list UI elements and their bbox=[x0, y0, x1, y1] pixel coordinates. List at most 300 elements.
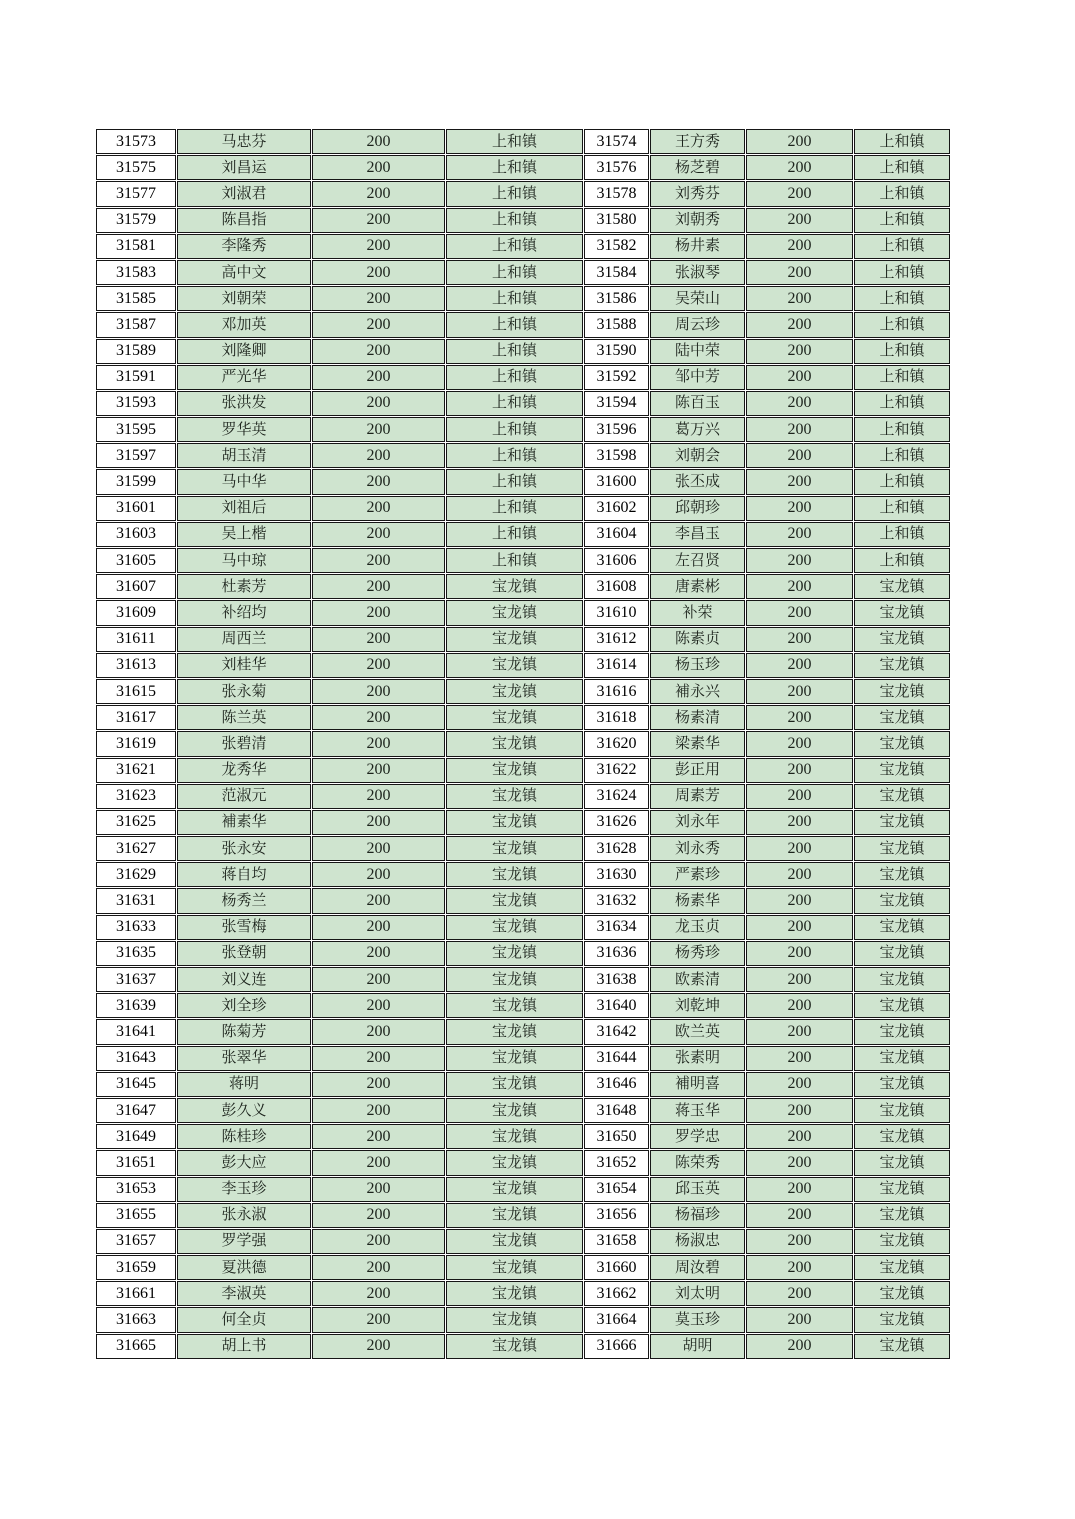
town-cell: 宝龙镇 bbox=[446, 1203, 583, 1228]
id-cell: 31614 bbox=[584, 653, 649, 678]
town-cell: 宝龙镇 bbox=[446, 731, 583, 756]
town-cell: 宝龙镇 bbox=[854, 1046, 950, 1071]
amount-cell: 200 bbox=[312, 1203, 445, 1228]
table-row bbox=[96, 1307, 950, 1332]
table-row bbox=[96, 234, 950, 259]
id-cell: 31630 bbox=[584, 862, 649, 887]
town-cell: 上和镇 bbox=[854, 391, 950, 416]
name-cell: 张翠华 bbox=[177, 1046, 311, 1071]
name-cell: 陈荣秀 bbox=[650, 1150, 745, 1175]
amount-cell: 200 bbox=[746, 731, 853, 756]
table-row bbox=[96, 993, 950, 1018]
id-cell: 31653 bbox=[96, 1177, 176, 1202]
name-cell: 龙玉贞 bbox=[650, 915, 745, 940]
amount-cell: 200 bbox=[746, 627, 853, 652]
id-cell: 31626 bbox=[584, 810, 649, 835]
amount-cell: 200 bbox=[746, 888, 853, 913]
amount-cell: 200 bbox=[312, 679, 445, 704]
town-cell: 宝龙镇 bbox=[854, 1334, 950, 1359]
name-cell: 补荣 bbox=[650, 600, 745, 625]
id-cell: 31662 bbox=[584, 1281, 649, 1306]
id-cell: 31577 bbox=[96, 181, 176, 206]
id-cell: 31573 bbox=[96, 129, 176, 154]
town-cell: 宝龙镇 bbox=[446, 941, 583, 966]
table-row bbox=[96, 679, 950, 704]
amount-cell: 200 bbox=[746, 129, 853, 154]
name-cell: 杨素清 bbox=[650, 705, 745, 730]
amount-cell: 200 bbox=[746, 443, 853, 468]
id-cell: 31646 bbox=[584, 1072, 649, 1097]
table-row bbox=[96, 888, 950, 913]
town-cell: 上和镇 bbox=[446, 548, 583, 573]
table-row bbox=[96, 784, 950, 809]
town-cell: 宝龙镇 bbox=[854, 862, 950, 887]
amount-cell: 200 bbox=[312, 1177, 445, 1202]
amount-cell: 200 bbox=[312, 1334, 445, 1359]
id-cell: 31634 bbox=[584, 915, 649, 940]
table-row bbox=[96, 705, 950, 730]
name-cell: 张雪梅 bbox=[177, 915, 311, 940]
id-cell: 31650 bbox=[584, 1124, 649, 1149]
id-cell: 31600 bbox=[584, 469, 649, 494]
id-cell: 31659 bbox=[96, 1255, 176, 1280]
amount-cell: 200 bbox=[746, 286, 853, 311]
id-cell: 31576 bbox=[584, 155, 649, 180]
id-cell: 31578 bbox=[584, 181, 649, 206]
table-row bbox=[96, 1255, 950, 1280]
town-cell: 宝龙镇 bbox=[854, 1255, 950, 1280]
town-cell: 上和镇 bbox=[446, 365, 583, 390]
town-cell: 上和镇 bbox=[446, 339, 583, 364]
id-cell: 31604 bbox=[584, 522, 649, 547]
name-cell: 刘义连 bbox=[177, 967, 311, 992]
town-cell: 宝龙镇 bbox=[854, 1177, 950, 1202]
id-cell: 31619 bbox=[96, 731, 176, 756]
name-cell: 龙秀华 bbox=[177, 758, 311, 783]
amount-cell: 200 bbox=[746, 1229, 853, 1254]
id-cell: 31649 bbox=[96, 1124, 176, 1149]
table-row bbox=[96, 548, 950, 573]
amount-cell: 200 bbox=[746, 1124, 853, 1149]
id-cell: 31660 bbox=[584, 1255, 649, 1280]
name-cell: 马中琼 bbox=[177, 548, 311, 573]
name-cell: 范淑元 bbox=[177, 784, 311, 809]
name-cell: 邱朝珍 bbox=[650, 496, 745, 521]
table-row bbox=[96, 1281, 950, 1306]
name-cell: 杨秀珍 bbox=[650, 941, 745, 966]
name-cell: 彭大应 bbox=[177, 1150, 311, 1175]
name-cell: 左召贤 bbox=[650, 548, 745, 573]
amount-cell: 200 bbox=[746, 1307, 853, 1332]
id-cell: 31618 bbox=[584, 705, 649, 730]
id-cell: 31627 bbox=[96, 836, 176, 861]
town-cell: 宝龙镇 bbox=[446, 1019, 583, 1044]
town-cell: 宝龙镇 bbox=[446, 1177, 583, 1202]
id-cell: 31610 bbox=[584, 600, 649, 625]
id-cell: 31613 bbox=[96, 653, 176, 678]
amount-cell: 200 bbox=[312, 339, 445, 364]
town-cell: 上和镇 bbox=[854, 181, 950, 206]
id-cell: 31589 bbox=[96, 339, 176, 364]
name-cell: 李玉珍 bbox=[177, 1177, 311, 1202]
town-cell: 宝龙镇 bbox=[854, 731, 950, 756]
id-cell: 31608 bbox=[584, 574, 649, 599]
town-cell: 宝龙镇 bbox=[446, 836, 583, 861]
name-cell: 张永安 bbox=[177, 836, 311, 861]
town-cell: 宝龙镇 bbox=[446, 862, 583, 887]
id-cell: 31645 bbox=[96, 1072, 176, 1097]
town-cell: 上和镇 bbox=[854, 469, 950, 494]
amount-cell: 200 bbox=[312, 731, 445, 756]
id-cell: 31654 bbox=[584, 1177, 649, 1202]
amount-cell: 200 bbox=[312, 155, 445, 180]
id-cell: 31575 bbox=[96, 155, 176, 180]
id-cell: 31587 bbox=[96, 312, 176, 337]
name-cell: 唐素彬 bbox=[650, 574, 745, 599]
name-cell: 李隆秀 bbox=[177, 234, 311, 259]
name-cell: 杨井素 bbox=[650, 234, 745, 259]
name-cell: 刘永秀 bbox=[650, 836, 745, 861]
town-cell: 上和镇 bbox=[854, 496, 950, 521]
table-row bbox=[96, 941, 950, 966]
table-row bbox=[96, 286, 950, 311]
amount-cell: 200 bbox=[746, 1098, 853, 1123]
name-cell: 蒋玉华 bbox=[650, 1098, 745, 1123]
amount-cell: 200 bbox=[746, 862, 853, 887]
town-cell: 上和镇 bbox=[446, 286, 583, 311]
name-cell: 刘全珍 bbox=[177, 993, 311, 1018]
town-cell: 宝龙镇 bbox=[854, 810, 950, 835]
town-cell: 宝龙镇 bbox=[854, 1203, 950, 1228]
town-cell: 宝龙镇 bbox=[446, 888, 583, 913]
id-cell: 31651 bbox=[96, 1150, 176, 1175]
id-cell: 31666 bbox=[584, 1334, 649, 1359]
table-row bbox=[96, 627, 950, 652]
name-cell: 周素芳 bbox=[650, 784, 745, 809]
name-cell: 邓加英 bbox=[177, 312, 311, 337]
name-cell: 彭久义 bbox=[177, 1098, 311, 1123]
name-cell: 陈菊芳 bbox=[177, 1019, 311, 1044]
name-cell: 马忠芬 bbox=[177, 129, 311, 154]
name-cell: 李淑英 bbox=[177, 1281, 311, 1306]
amount-cell: 200 bbox=[312, 181, 445, 206]
table-row bbox=[96, 836, 950, 861]
amount-cell: 200 bbox=[746, 312, 853, 337]
amount-cell: 200 bbox=[312, 784, 445, 809]
roster-sheet bbox=[95, 128, 951, 1360]
name-cell: 严光华 bbox=[177, 365, 311, 390]
id-cell: 31611 bbox=[96, 627, 176, 652]
amount-cell: 200 bbox=[746, 1177, 853, 1202]
table-row bbox=[96, 208, 950, 233]
id-cell: 31612 bbox=[584, 627, 649, 652]
id-cell: 31580 bbox=[584, 208, 649, 233]
amount-cell: 200 bbox=[312, 1229, 445, 1254]
name-cell: 高中文 bbox=[177, 260, 311, 285]
town-cell: 宝龙镇 bbox=[854, 941, 950, 966]
town-cell: 上和镇 bbox=[854, 417, 950, 442]
town-cell: 宝龙镇 bbox=[854, 1072, 950, 1097]
name-cell: 刘朝秀 bbox=[650, 208, 745, 233]
table-row bbox=[96, 1019, 950, 1044]
id-cell: 31623 bbox=[96, 784, 176, 809]
name-cell: 胡明 bbox=[650, 1334, 745, 1359]
table-row bbox=[96, 1203, 950, 1228]
id-cell: 31603 bbox=[96, 522, 176, 547]
town-cell: 宝龙镇 bbox=[446, 627, 583, 652]
town-cell: 宝龙镇 bbox=[446, 993, 583, 1018]
table-row bbox=[96, 758, 950, 783]
name-cell: 张永淑 bbox=[177, 1203, 311, 1228]
amount-cell: 200 bbox=[746, 365, 853, 390]
name-cell: 胡上书 bbox=[177, 1334, 311, 1359]
town-cell: 上和镇 bbox=[854, 286, 950, 311]
table-row bbox=[96, 810, 950, 835]
id-cell: 31584 bbox=[584, 260, 649, 285]
name-cell: 陈兰英 bbox=[177, 705, 311, 730]
table-row bbox=[96, 391, 950, 416]
name-cell: 刘桂华 bbox=[177, 653, 311, 678]
town-cell: 上和镇 bbox=[446, 469, 583, 494]
town-cell: 宝龙镇 bbox=[446, 1124, 583, 1149]
id-cell: 31593 bbox=[96, 391, 176, 416]
town-cell: 宝龙镇 bbox=[446, 1334, 583, 1359]
name-cell: 葛万兴 bbox=[650, 417, 745, 442]
table-row bbox=[96, 469, 950, 494]
amount-cell: 200 bbox=[312, 496, 445, 521]
town-cell: 上和镇 bbox=[854, 339, 950, 364]
id-cell: 31629 bbox=[96, 862, 176, 887]
town-cell: 上和镇 bbox=[446, 260, 583, 285]
town-cell: 宝龙镇 bbox=[854, 993, 950, 1018]
table-row bbox=[96, 496, 950, 521]
town-cell: 上和镇 bbox=[446, 155, 583, 180]
id-cell: 31592 bbox=[584, 365, 649, 390]
town-cell: 宝龙镇 bbox=[446, 679, 583, 704]
id-cell: 31665 bbox=[96, 1334, 176, 1359]
amount-cell: 200 bbox=[746, 339, 853, 364]
amount-cell: 200 bbox=[312, 915, 445, 940]
table-row bbox=[96, 1229, 950, 1254]
amount-cell: 200 bbox=[746, 548, 853, 573]
id-cell: 31596 bbox=[584, 417, 649, 442]
name-cell: 张素明 bbox=[650, 1046, 745, 1071]
town-cell: 上和镇 bbox=[854, 208, 950, 233]
amount-cell: 200 bbox=[312, 417, 445, 442]
town-cell: 上和镇 bbox=[446, 312, 583, 337]
table-row bbox=[96, 862, 950, 887]
town-cell: 宝龙镇 bbox=[854, 653, 950, 678]
table-row bbox=[96, 417, 950, 442]
amount-cell: 200 bbox=[312, 260, 445, 285]
name-cell: 夏洪德 bbox=[177, 1255, 311, 1280]
amount-cell: 200 bbox=[312, 1046, 445, 1071]
id-cell: 31617 bbox=[96, 705, 176, 730]
name-cell: 陈昌指 bbox=[177, 208, 311, 233]
name-cell: 杨玉珍 bbox=[650, 653, 745, 678]
table-row bbox=[96, 155, 950, 180]
amount-cell: 200 bbox=[312, 1281, 445, 1306]
id-cell: 31602 bbox=[584, 496, 649, 521]
name-cell: 刘淑君 bbox=[177, 181, 311, 206]
name-cell: 刘隆卿 bbox=[177, 339, 311, 364]
amount-cell: 200 bbox=[746, 260, 853, 285]
table-row bbox=[96, 653, 950, 678]
amount-cell: 200 bbox=[746, 784, 853, 809]
town-cell: 宝龙镇 bbox=[446, 1307, 583, 1332]
id-cell: 31624 bbox=[584, 784, 649, 809]
id-cell: 31620 bbox=[584, 731, 649, 756]
name-cell: 罗学忠 bbox=[650, 1124, 745, 1149]
amount-cell: 200 bbox=[746, 522, 853, 547]
amount-cell: 200 bbox=[312, 469, 445, 494]
amount-cell: 200 bbox=[746, 1203, 853, 1228]
amount-cell: 200 bbox=[312, 653, 445, 678]
name-cell: 邱玉英 bbox=[650, 1177, 745, 1202]
name-cell: 张永菊 bbox=[177, 679, 311, 704]
amount-cell: 200 bbox=[746, 1019, 853, 1044]
town-cell: 宝龙镇 bbox=[854, 836, 950, 861]
id-cell: 31598 bbox=[584, 443, 649, 468]
name-cell: 杨福珍 bbox=[650, 1203, 745, 1228]
town-cell: 宝龙镇 bbox=[854, 1281, 950, 1306]
id-cell: 31621 bbox=[96, 758, 176, 783]
table-row bbox=[96, 443, 950, 468]
name-cell: 刘太明 bbox=[650, 1281, 745, 1306]
town-cell: 宝龙镇 bbox=[446, 574, 583, 599]
name-cell: 吴上楷 bbox=[177, 522, 311, 547]
name-cell: 杨素华 bbox=[650, 888, 745, 913]
name-cell: 莫玉珍 bbox=[650, 1307, 745, 1332]
id-cell: 31639 bbox=[96, 993, 176, 1018]
town-cell: 上和镇 bbox=[446, 181, 583, 206]
amount-cell: 200 bbox=[746, 208, 853, 233]
town-cell: 宝龙镇 bbox=[446, 1150, 583, 1175]
town-cell: 宝龙镇 bbox=[854, 600, 950, 625]
name-cell: 马中华 bbox=[177, 469, 311, 494]
town-cell: 宝龙镇 bbox=[446, 915, 583, 940]
name-cell: 张碧清 bbox=[177, 731, 311, 756]
name-cell: 刘乾坤 bbox=[650, 993, 745, 1018]
table-row bbox=[96, 1124, 950, 1149]
id-cell: 31657 bbox=[96, 1229, 176, 1254]
table-row bbox=[96, 365, 950, 390]
town-cell: 上和镇 bbox=[446, 522, 583, 547]
name-cell: 陈百玉 bbox=[650, 391, 745, 416]
id-cell: 31640 bbox=[584, 993, 649, 1018]
amount-cell: 200 bbox=[746, 1072, 853, 1097]
town-cell: 宝龙镇 bbox=[854, 784, 950, 809]
name-cell: 周汝碧 bbox=[650, 1255, 745, 1280]
town-cell: 宝龙镇 bbox=[446, 784, 583, 809]
amount-cell: 200 bbox=[312, 627, 445, 652]
amount-cell: 200 bbox=[312, 836, 445, 861]
amount-cell: 200 bbox=[312, 208, 445, 233]
amount-cell: 200 bbox=[746, 1255, 853, 1280]
name-cell: 蒋自均 bbox=[177, 862, 311, 887]
amount-cell: 200 bbox=[746, 181, 853, 206]
amount-cell: 200 bbox=[312, 758, 445, 783]
id-cell: 31581 bbox=[96, 234, 176, 259]
id-cell: 31586 bbox=[584, 286, 649, 311]
amount-cell: 200 bbox=[312, 1255, 445, 1280]
town-cell: 宝龙镇 bbox=[854, 627, 950, 652]
amount-cell: 200 bbox=[746, 653, 853, 678]
town-cell: 宝龙镇 bbox=[446, 1281, 583, 1306]
table-row bbox=[96, 731, 950, 756]
amount-cell: 200 bbox=[746, 1281, 853, 1306]
table-row bbox=[96, 967, 950, 992]
name-cell: 补绍均 bbox=[177, 600, 311, 625]
name-cell: 张丕成 bbox=[650, 469, 745, 494]
town-cell: 上和镇 bbox=[854, 522, 950, 547]
town-cell: 上和镇 bbox=[446, 443, 583, 468]
town-cell: 宝龙镇 bbox=[854, 574, 950, 599]
town-cell: 宝龙镇 bbox=[446, 758, 583, 783]
id-cell: 31599 bbox=[96, 469, 176, 494]
town-cell: 宝龙镇 bbox=[854, 1098, 950, 1123]
name-cell: 杨淑忠 bbox=[650, 1229, 745, 1254]
table-row bbox=[96, 1072, 950, 1097]
name-cell: 吴荣山 bbox=[650, 286, 745, 311]
town-cell: 上和镇 bbox=[446, 417, 583, 442]
amount-cell: 200 bbox=[312, 967, 445, 992]
town-cell: 上和镇 bbox=[854, 155, 950, 180]
table-row bbox=[96, 129, 950, 154]
town-cell: 宝龙镇 bbox=[446, 1229, 583, 1254]
id-cell: 31615 bbox=[96, 679, 176, 704]
id-cell: 31605 bbox=[96, 548, 176, 573]
amount-cell: 200 bbox=[746, 836, 853, 861]
town-cell: 上和镇 bbox=[854, 548, 950, 573]
town-cell: 宝龙镇 bbox=[854, 888, 950, 913]
name-cell: 邹中芳 bbox=[650, 365, 745, 390]
town-cell: 上和镇 bbox=[854, 365, 950, 390]
table-row bbox=[96, 1150, 950, 1175]
table-row bbox=[96, 600, 950, 625]
town-cell: 宝龙镇 bbox=[854, 1307, 950, 1332]
town-cell: 宝龙镇 bbox=[446, 967, 583, 992]
town-cell: 宝龙镇 bbox=[854, 1019, 950, 1044]
amount-cell: 200 bbox=[312, 1307, 445, 1332]
amount-cell: 200 bbox=[312, 548, 445, 573]
town-cell: 宝龙镇 bbox=[446, 810, 583, 835]
name-cell: 杜素芳 bbox=[177, 574, 311, 599]
amount-cell: 200 bbox=[312, 810, 445, 835]
id-cell: 31628 bbox=[584, 836, 649, 861]
id-cell: 31652 bbox=[584, 1150, 649, 1175]
name-cell: 刘昌运 bbox=[177, 155, 311, 180]
amount-cell: 200 bbox=[746, 600, 853, 625]
id-cell: 31616 bbox=[584, 679, 649, 704]
town-cell: 宝龙镇 bbox=[446, 1255, 583, 1280]
amount-cell: 200 bbox=[746, 679, 853, 704]
amount-cell: 200 bbox=[746, 1334, 853, 1359]
town-cell: 上和镇 bbox=[854, 443, 950, 468]
id-cell: 31633 bbox=[96, 915, 176, 940]
town-cell: 宝龙镇 bbox=[854, 967, 950, 992]
id-cell: 31594 bbox=[584, 391, 649, 416]
id-cell: 31601 bbox=[96, 496, 176, 521]
town-cell: 宝龙镇 bbox=[446, 653, 583, 678]
name-cell: 刘永年 bbox=[650, 810, 745, 835]
amount-cell: 200 bbox=[746, 758, 853, 783]
roster-table bbox=[95, 128, 951, 1360]
town-cell: 上和镇 bbox=[854, 129, 950, 154]
name-cell: 王方秀 bbox=[650, 129, 745, 154]
id-cell: 31585 bbox=[96, 286, 176, 311]
id-cell: 31643 bbox=[96, 1046, 176, 1071]
